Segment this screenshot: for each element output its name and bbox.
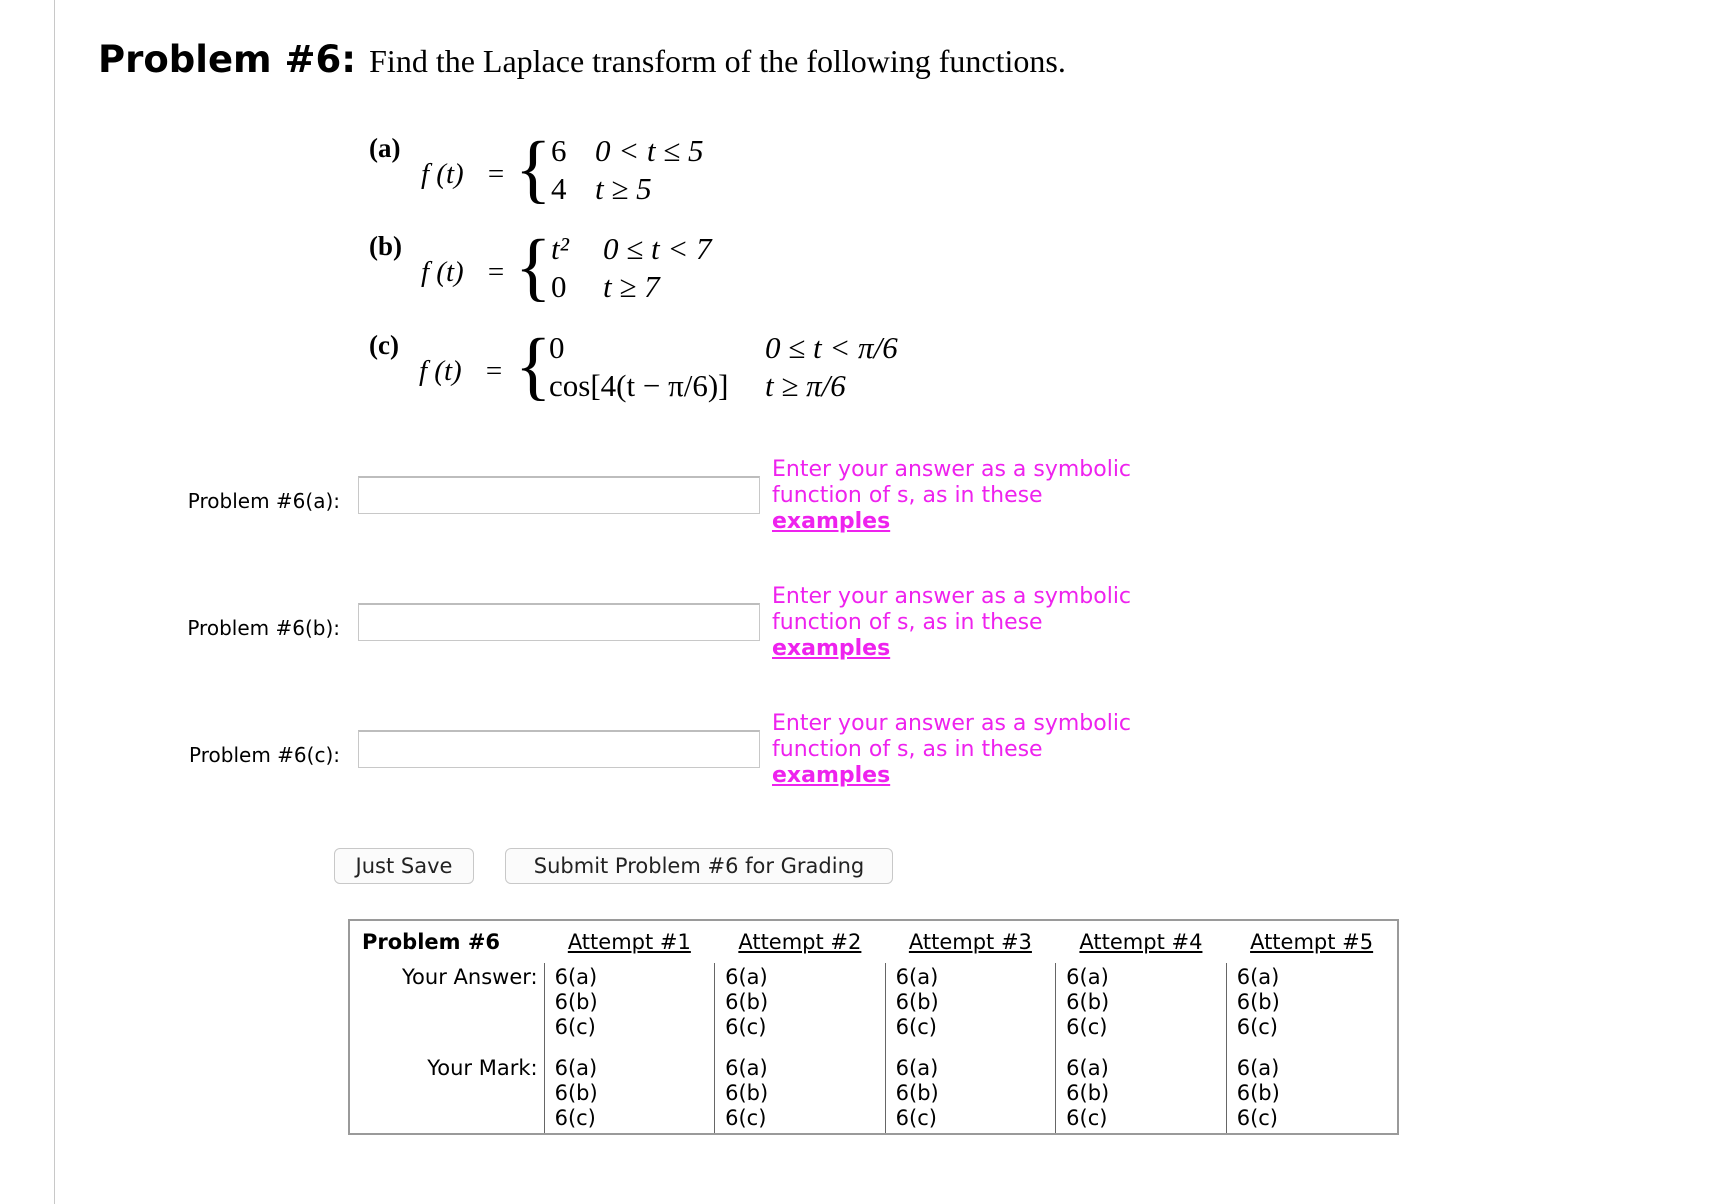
subpart-a: 6(a) — [895, 965, 939, 989]
answer-b-hint-text: Enter your answer as a symbolic function of s, as in these — [772, 584, 1132, 635]
answer-c-label: Problem #6(c): — [189, 743, 340, 767]
attempt-3-link[interactable]: Attempt #3 — [908, 930, 1032, 954]
attempt-4-header — [1056, 920, 1227, 963]
your-answer-label: Your Answer: — [402, 965, 538, 989]
answer-a-hint — [772, 457, 1152, 535]
answer-c-examples-link[interactable]: examples — [772, 763, 891, 788]
subpart-c: 6(c) — [895, 1106, 937, 1130]
part-b-brace: { — [515, 225, 552, 309]
subpart-b: 6(b) — [554, 990, 598, 1014]
part-b-case2-value: 0 — [551, 269, 567, 304]
subpart-b: 6(b) — [1066, 990, 1110, 1014]
submit-button[interactable]: Submit Problem #6 for Grading — [505, 848, 893, 884]
subpart-a: 6(a) — [725, 1056, 768, 1080]
part-a — [369, 127, 769, 213]
part-c-brace: { — [515, 324, 552, 408]
subpart-b: 6(b) — [1236, 990, 1280, 1014]
answer-b-label: Problem #6(b): — [187, 616, 340, 640]
part-b-function: f (t) — [421, 256, 464, 288]
attempt-1-header — [544, 920, 715, 963]
part-a-case1-value: 6 — [551, 133, 567, 168]
subpart-b: 6(b) — [895, 1081, 939, 1105]
attempts-table — [348, 919, 1399, 1135]
attempt-1-answer-cell — [544, 963, 715, 1054]
attempt-2-link[interactable]: Attempt #2 — [738, 930, 862, 954]
attempts-header-row — [349, 920, 1398, 963]
part-c-case1-value: 0 — [549, 330, 565, 365]
answer-a-input[interactable] — [358, 476, 760, 514]
attempt-3-mark-cell — [885, 1054, 1056, 1134]
attempt-3-answer-cell — [885, 963, 1056, 1054]
subpart-a: 6(a) — [554, 1056, 598, 1080]
part-c-equals: = — [484, 355, 504, 387]
part-c-case1-condition: 0 ≤ t < π/6 — [765, 330, 898, 365]
subpart-a: 6(a) — [1236, 965, 1280, 989]
answer-b-hint — [772, 584, 1152, 662]
part-b-case2-condition: t ≥ 7 — [603, 269, 660, 304]
part-b-label: (b) — [369, 231, 402, 261]
your-mark-label: Your Mark: — [427, 1056, 538, 1080]
part-b-equals: = — [486, 256, 506, 288]
subpart-b: 6(b) — [554, 1081, 598, 1105]
subpart-b: 6(b) — [1236, 1081, 1280, 1105]
attempt-1-mark-cell — [544, 1054, 715, 1134]
part-a-case2-condition: t ≥ 5 — [595, 171, 652, 206]
part-c-case2-value: cos[4(t − π/6)] — [549, 368, 729, 403]
attempt-5-header — [1226, 920, 1398, 963]
problem-number: Problem #6: — [98, 38, 357, 81]
subpart-a: 6(a) — [725, 965, 768, 989]
part-c-case2-condition: t ≥ π/6 — [765, 368, 846, 403]
subpart-c: 6(c) — [1066, 1015, 1108, 1039]
answer-a-examples-link[interactable]: examples — [772, 509, 891, 534]
subpart-a: 6(a) — [1066, 965, 1109, 989]
subpart-a: 6(a) — [1066, 1056, 1109, 1080]
subpart-c: 6(c) — [1236, 1015, 1278, 1039]
problem-title — [98, 38, 1066, 81]
answer-c-hint-text: Enter your answer as a symbolic function of s, as in these — [772, 711, 1132, 762]
part-b-case1-condition: 0 ≤ t < 7 — [603, 231, 712, 266]
attempt-1-link[interactable]: Attempt #1 — [567, 930, 691, 954]
answer-b-examples-link[interactable]: examples — [772, 636, 891, 661]
subpart-b: 6(b) — [1066, 1081, 1110, 1105]
part-a-case2-value: 4 — [551, 171, 567, 206]
your-mark-row — [349, 1054, 1398, 1134]
subpart-c: 6(c) — [1236, 1106, 1278, 1130]
part-a-brace: { — [515, 127, 552, 211]
subpart-b: 6(b) — [895, 990, 939, 1014]
answer-c-hint — [772, 711, 1152, 789]
just-save-button[interactable]: Just Save — [334, 848, 474, 884]
answer-a-label: Problem #6(a): — [187, 489, 340, 513]
attempt-2-answer-cell — [715, 963, 886, 1054]
subpart-c: 6(c) — [725, 1015, 767, 1039]
attempt-2-mark-cell — [715, 1054, 886, 1134]
part-b-case1-value: t² — [551, 231, 569, 266]
attempt-4-answer-cell — [1056, 963, 1227, 1054]
part-a-equals: = — [486, 158, 506, 190]
part-a-case1-condition: 0 < t ≤ 5 — [595, 133, 704, 168]
attempt-3-header — [885, 920, 1056, 963]
answer-c-input[interactable] — [358, 730, 760, 768]
attempt-4-mark-cell — [1056, 1054, 1227, 1134]
attempts-corner: Problem #6 — [362, 930, 501, 954]
attempt-5-mark-cell — [1226, 1054, 1398, 1134]
subpart-c: 6(c) — [1066, 1106, 1108, 1130]
attempt-5-link[interactable]: Attempt #5 — [1250, 930, 1374, 954]
part-b — [369, 225, 769, 311]
subpart-c: 6(c) — [725, 1106, 767, 1130]
subpart-b: 6(b) — [725, 1081, 769, 1105]
attempt-2-header — [715, 920, 886, 963]
left-divider — [54, 0, 55, 1204]
answer-a-hint-text: Enter your answer as a symbolic function of s, as in these — [772, 457, 1132, 508]
subpart-b: 6(b) — [725, 990, 769, 1014]
subpart-c: 6(c) — [895, 1015, 937, 1039]
subpart-c: 6(c) — [554, 1106, 596, 1130]
subpart-c: 6(c) — [554, 1015, 596, 1039]
answer-b-input[interactable] — [358, 603, 760, 641]
part-c — [369, 324, 969, 410]
your-answer-row — [349, 963, 1398, 1054]
subpart-a: 6(a) — [1236, 1056, 1280, 1080]
part-a-label: (a) — [369, 133, 401, 163]
subpart-a: 6(a) — [895, 1056, 939, 1080]
attempt-4-link[interactable]: Attempt #4 — [1079, 930, 1203, 954]
part-c-function: f (t) — [419, 355, 462, 387]
attempt-5-answer-cell — [1226, 963, 1398, 1054]
problem-statement: Find the Laplace transform of the following functions. — [369, 43, 1066, 79]
subpart-a: 6(a) — [554, 965, 598, 989]
part-a-function: f (t) — [421, 158, 464, 190]
part-c-label: (c) — [369, 330, 399, 360]
